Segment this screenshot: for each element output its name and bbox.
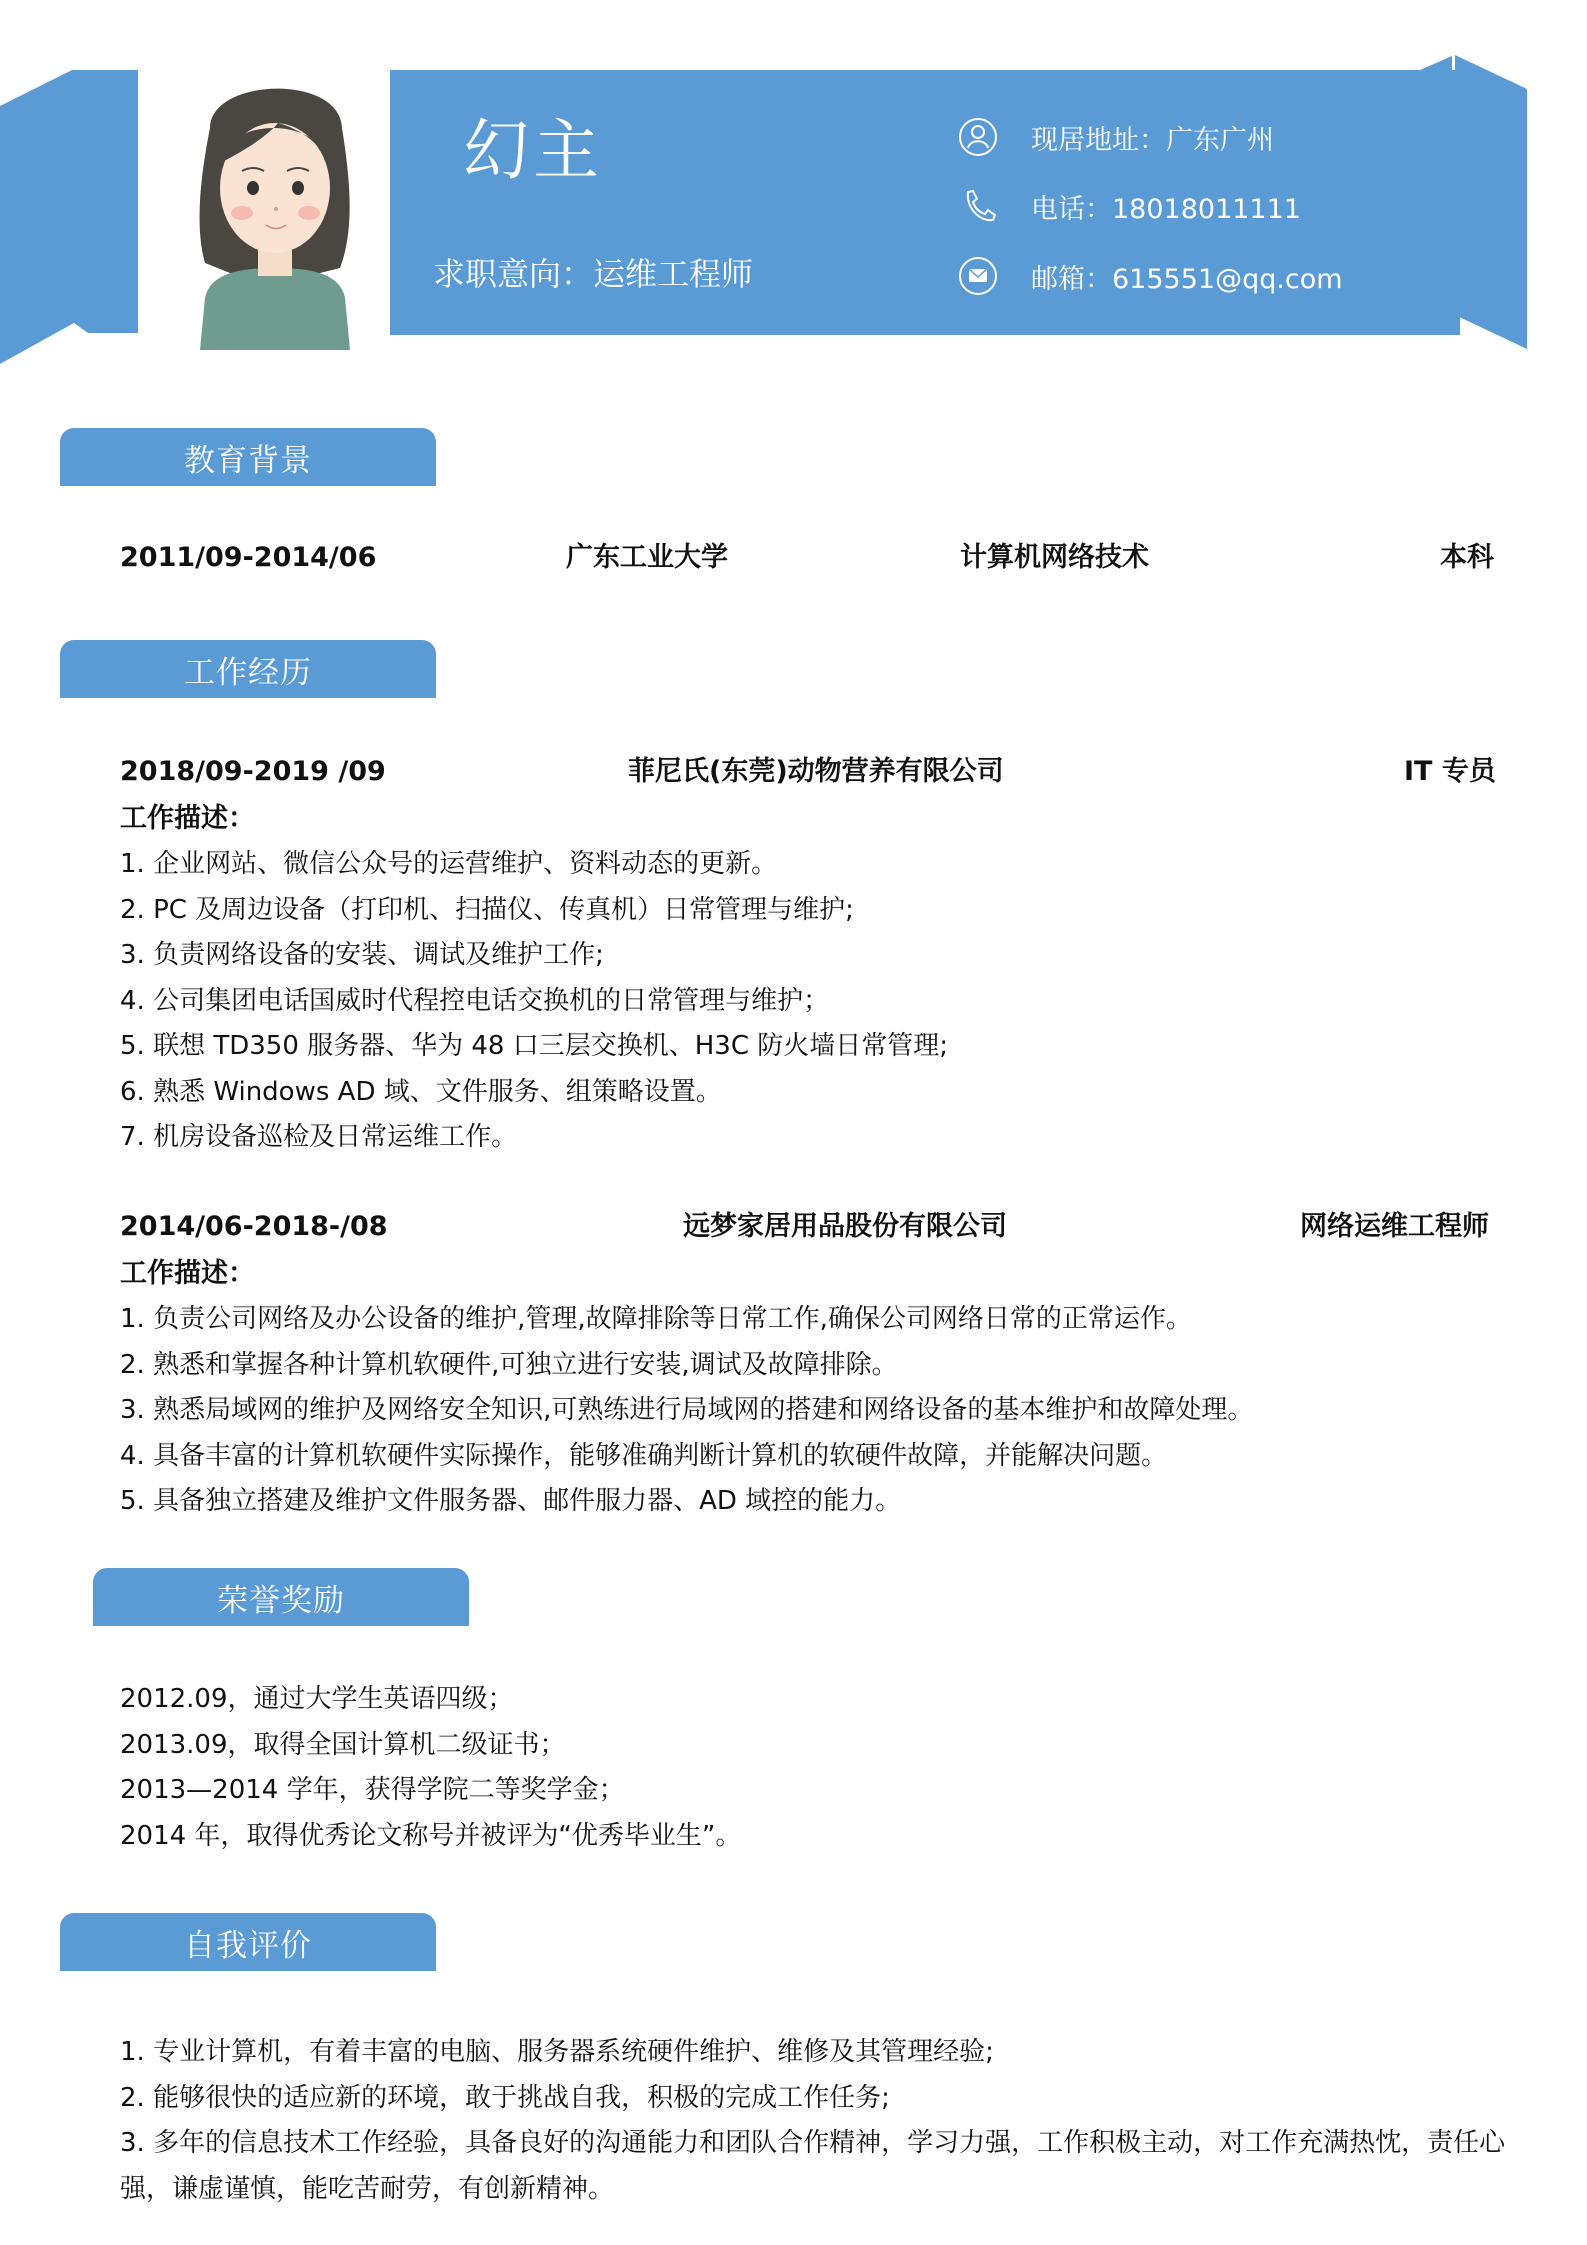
contact-email: [958, 256, 1343, 296]
section-title-honors: 荣誉奖励: [93, 1568, 469, 1626]
list-item: 3. 熟悉局域网的维护及网络安全知识,可熟练进行局域网的搭建和网络设备的基本维护和故障处理。: [120, 1395, 1254, 1425]
phone-text: 电话：18018011111: [1031, 193, 1301, 225]
list-item: 6. 熟悉 Windows AD 域、文件服务、组策略设置。: [120, 1076, 722, 1107]
job-1-period: 2018/09-2019 /09: [120, 756, 386, 787]
person-icon: [958, 117, 998, 157]
list-item: 2014 年，取得优秀论文称号并被评为“优秀毕业生”。: [120, 1820, 742, 1851]
list-item: 5. 联想 TD350 服务器、华为 48 口三层交换机、H3C 防火墙日常管理;: [120, 1031, 949, 1061]
list-item: 1. 企业网站、微信公众号的运营维护、资料动态的更新。: [120, 849, 778, 879]
address-text: 现居地址：广东广州: [1031, 124, 1274, 156]
section-title-work: 工作经历: [60, 640, 436, 698]
self-eval-item-3: 3. 多年的信息技术工作经验，具备良好的沟通能力和团队合作精神，学习力强，工作积极主动，对工作充满热忱，责任心强，谦虚谨慎，能吃苦耐劳，有创新精神。: [120, 2128, 1506, 2204]
list-item: 2. PC 及周边设备（打印机、扫描仪、传真机）日常管理与维护;: [120, 894, 854, 925]
list-item: 2013—2014 学年，获得学院二等奖学金；: [120, 1775, 625, 1805]
job-2-period: 2014/06-2018-/08: [120, 1211, 388, 1242]
list-item: 2012.09，通过大学生英语四级；: [120, 1684, 514, 1714]
self-eval-list: [120, 2030, 994, 2121]
education-school: 广东工业大学: [566, 542, 728, 573]
section-title-self-eval: 自我评价: [60, 1913, 436, 1971]
job-2-desc-label: 工作描述：: [120, 1258, 255, 1289]
list-item: 1. 专业计算机，有着丰富的电脑、服务器系统硬件维护、维修及其管理经验;: [120, 2037, 994, 2067]
job-1-duties: [120, 842, 948, 1161]
phone-icon: [958, 186, 998, 226]
email-text: 邮箱：615551@qq.com: [1031, 263, 1343, 295]
list-item: 3. 负责网络设备的安装、调试及维护工作;: [120, 940, 604, 970]
section-title-education: 教育背景: [60, 428, 436, 486]
avatar: [170, 68, 380, 350]
job-1-company: 菲尼氏(东莞)动物营养有限公司: [628, 756, 1004, 787]
contact-phone: [958, 186, 1301, 226]
education-major: 计算机网络技术: [960, 542, 1149, 573]
education-degree: 本科: [1440, 542, 1494, 573]
job-2-duties: [120, 1297, 1253, 1525]
contact-address: [958, 117, 1274, 157]
list-item: 1. 负责公司网络及办公设备的维护,管理,故障排除等日常工作,确保公司网络日常的正常运作。: [120, 1304, 1192, 1334]
job-intent: 求职意向：运维工程师: [433, 255, 754, 293]
job-2-company: 远梦家居用品股份有限公司: [683, 1211, 1007, 1242]
list-item: 2013.09，取得全国计算机二级证书；: [120, 1729, 566, 1760]
list-item: 7. 机房设备巡检及日常运维工作。: [120, 1122, 518, 1152]
email-icon: [958, 256, 998, 296]
list-item: 4. 公司集团电话国威时代程控电话交换机的日常管理与维护；: [120, 985, 830, 1016]
candidate-name: 幻主: [463, 112, 603, 189]
honors-list: [120, 1677, 741, 1859]
list-item: 5. 具备独立搭建及维护文件服务器、邮件服力器、AD 域控的能力。: [120, 1486, 902, 1516]
list-item: 4. 具备丰富的计算机软硬件实际操作，能够准确判断计算机的软硬件故障，并能解决问题。: [120, 1440, 1168, 1471]
job-1-role: IT 专员: [1404, 756, 1496, 787]
education-period: 2011/09-2014/06: [120, 542, 377, 573]
job-2-role: 网络运维工程师: [1300, 1211, 1489, 1242]
list-item: 2. 能够很快的适应新的环境，敢于挑战自我，积极的完成工作任务;: [120, 2082, 890, 2113]
job-1-desc-label: 工作描述：: [120, 803, 255, 834]
list-item: 2. 熟悉和掌握各种计算机软硬件,可独立进行安装,调试及故障排除。: [120, 1349, 898, 1380]
